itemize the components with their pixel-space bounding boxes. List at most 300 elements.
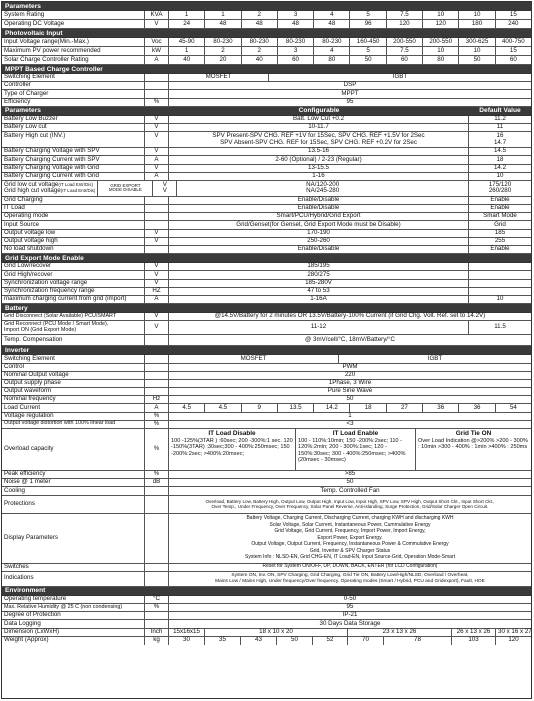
unit	[145, 487, 169, 494]
section-environment: Environment	[2, 587, 531, 596]
value: 2	[242, 11, 278, 19]
label: Output voltage low	[2, 230, 145, 237]
default	[469, 271, 531, 278]
value: 47 to 53	[169, 288, 469, 295]
value: 240	[508, 19, 519, 27]
unit: V	[145, 132, 169, 147]
overload-heading: IT Load Enable	[332, 430, 379, 437]
label: Nominal frequency	[2, 396, 145, 403]
overload-heading: Grid Tie ON	[455, 430, 492, 437]
value: 48	[242, 20, 278, 28]
label: Operating DC Voltage	[2, 20, 145, 28]
unit: HZ	[145, 288, 169, 295]
value: IGBT	[427, 354, 443, 362]
label: Weight (Approx)	[2, 637, 145, 645]
value: 2	[242, 47, 278, 55]
value: 13.5-16	[169, 148, 469, 155]
row-load-current	[2, 404, 531, 412]
value: 43	[241, 637, 277, 645]
value: 50	[459, 56, 495, 64]
mode-line: GRID EXPORT	[110, 182, 141, 188]
value: 52	[313, 637, 348, 645]
value: 0-50	[343, 594, 357, 602]
row-noise	[2, 479, 531, 487]
row-indications	[2, 572, 531, 587]
row-cooling	[2, 487, 531, 495]
default-line: 175/120	[488, 180, 512, 188]
value: 2	[205, 47, 241, 55]
overload-it-enable	[296, 429, 416, 470]
label: Control	[2, 364, 145, 371]
section-parameters-configurable	[2, 107, 531, 116]
unit	[145, 90, 169, 97]
value: MOSFET	[169, 355, 339, 362]
row-grid-reconnect	[2, 321, 531, 335]
value-line: SPV Present-SPV CHG. REF +1V for 15Sec, SPV CHG. REF +1.5V for 2Sec	[212, 131, 425, 139]
value: 120	[423, 20, 459, 28]
label: Grid High/recover	[2, 271, 145, 278]
unit: %	[145, 604, 169, 611]
unit: V	[145, 230, 169, 237]
default-line: 260/280	[488, 187, 512, 195]
value: IP-21	[342, 611, 358, 619]
overload-text: Over Load Indication @>200% >200 - 300% : 10min >300 - 400% : 1min >400% : 250ms	[418, 438, 528, 451]
value: 50	[346, 395, 354, 403]
mode-line: MODE DISABLE	[108, 187, 142, 193]
label-line: Grid Reconnect (PCU Mode / Smart Mode),	[4, 320, 109, 327]
unit: Voc	[145, 38, 169, 46]
value: 80-230	[242, 38, 278, 46]
label: Nominal Output voltage	[2, 372, 145, 379]
row-mppt-controller	[2, 82, 531, 90]
unit	[145, 355, 169, 362]
value-line: SPV Absent-SPV CHG. REF for 15Sec, SPV CHG. REF +0.2V for 2Sec	[220, 138, 417, 146]
row-inv-control	[2, 364, 531, 372]
row-grid-cut	[2, 181, 531, 197]
value-line: Overload, Battery Low, Battery High, Output Low, Output High, Input Low, Input High, SPV Low, SPV High, Output Short Ckt., Input Short Ckt.,	[205, 499, 495, 505]
row-inv-switching	[2, 355, 531, 363]
row-system-rating	[2, 11, 531, 20]
section-grid-export: Grid Export Mode Enable	[2, 254, 531, 263]
unit: V	[145, 263, 169, 270]
value: 10	[423, 11, 459, 19]
value: 1	[169, 11, 205, 19]
value: 30	[169, 637, 205, 645]
default: 10	[496, 295, 504, 303]
row-protections	[2, 496, 531, 514]
section-mppt: MPPT Based Charge Controller	[2, 65, 531, 74]
row-dimension	[2, 629, 531, 637]
label	[2, 321, 145, 334]
value-line: Over Temp., Under Frequency, Over Frequency, Solar Panel Reverse, Anti-islanding, Surge Protection, Grid/Solar Charger Open Circuit.	[211, 504, 489, 510]
value-line: Grid Voltage, Grid Current, Frequency, Import Power, Import Energy,	[274, 528, 426, 535]
value: 36	[423, 404, 459, 411]
value: 4.5	[205, 404, 241, 411]
value: 15	[509, 46, 517, 54]
value: @ 3mV/cell/°C, 18mV/Battery/°C	[305, 335, 395, 343]
section-photovoltaic: Photovoltaic Input	[2, 29, 531, 38]
default: 14.5	[493, 147, 507, 155]
value: 1Phase, 3 Wire	[328, 379, 372, 387]
value: 50	[277, 637, 313, 645]
value: 26 x 13 x 26	[452, 629, 496, 636]
value: Temp. Controlled Fan	[320, 486, 380, 494]
row-temp-compensation	[2, 335, 531, 346]
row-overload-capacity	[2, 429, 531, 471]
value: Enable/Disable	[169, 197, 469, 204]
unit: A	[145, 296, 169, 303]
value: Reset for System ON/OFF, UP, DOWN, BACK, ENTER (for LCD Configuration)	[262, 563, 438, 570]
spec-sheet	[1, 1, 532, 699]
grid-export-mode-disable	[98, 181, 153, 196]
unit	[145, 82, 169, 89]
label: Battery Low Buzzer	[2, 116, 145, 123]
value: Pure Sine Wave	[327, 387, 373, 395]
label: Synchronization voltage range	[2, 280, 145, 287]
default: 185	[494, 228, 506, 236]
value	[169, 514, 531, 563]
value: 95	[346, 97, 354, 105]
label: Output supply phase	[2, 380, 145, 387]
default-line: 16	[496, 131, 504, 139]
value: 48	[205, 20, 241, 28]
unit	[145, 364, 169, 371]
value: 18 x 10 x 20	[205, 629, 348, 636]
value: 170-190	[169, 230, 469, 237]
value: 4	[314, 47, 350, 55]
value: MOSFET	[169, 74, 269, 81]
value: 200-550	[423, 38, 459, 46]
value: 185-280V	[169, 280, 469, 287]
value: 2-60 (Optional) / 2-23 (Regular)	[169, 156, 469, 163]
value: 80-230	[205, 38, 241, 46]
value: 1-16	[169, 173, 469, 180]
value: 96	[350, 20, 386, 28]
unit: V	[145, 124, 169, 131]
value-line: Output Voltage, Output Current, Frequency, Instantaneous Power & Commulative Energy	[251, 541, 449, 548]
row-config	[2, 124, 531, 132]
value: 1-16A	[169, 296, 469, 303]
unit: A	[145, 156, 169, 163]
label: Output voltage high	[2, 238, 145, 245]
unit	[145, 197, 169, 204]
section-parameters: Parameters	[2, 2, 531, 11]
row-operating-temp	[2, 596, 531, 604]
value: 7.5	[387, 11, 423, 19]
value: <3	[346, 420, 354, 427]
value: 5	[350, 47, 386, 55]
label: Dimension (LxWxH)	[2, 629, 145, 636]
value: Smart/PCU/Hybrid/Grid Export	[169, 213, 469, 220]
value: Enable/Disable	[169, 246, 469, 253]
unit: V	[145, 271, 169, 278]
value: 60	[509, 55, 517, 63]
unit: A	[145, 56, 169, 64]
label: Protections	[2, 496, 145, 513]
value: 220	[344, 370, 356, 378]
default: Grid	[494, 220, 506, 228]
row-degree-protection	[2, 612, 531, 620]
value: 4.5	[169, 404, 205, 411]
label: Output voltage distortion with 100% linear load	[2, 421, 145, 428]
value: 1	[205, 11, 241, 19]
overload-text: 100 - 110%:10min; 150 -200%:2sec; 110 - 120%:2min; 200 - 300%:1sec; 120 - 150%:30sec; 300 - 400%:250msec; >400%(20msec - 30msec)	[298, 438, 406, 464]
row-display-parameters	[2, 514, 531, 564]
header-parameters: Parameters	[5, 107, 41, 115]
label: Type of Charger	[2, 90, 145, 97]
label: Max. Relative Humidity @ 25 C (non condensing)	[2, 604, 145, 611]
unit	[145, 213, 169, 220]
section-battery: Battery	[2, 304, 531, 313]
default	[469, 132, 531, 147]
value: 48	[314, 20, 350, 28]
unit	[145, 496, 169, 513]
value: 10	[423, 47, 459, 55]
value: MPPT	[341, 89, 359, 97]
label: Grid Low/recover	[2, 263, 145, 270]
value: 280/275	[169, 271, 469, 278]
value: 160-450	[350, 38, 386, 46]
value: 15	[509, 10, 517, 18]
value-line: System ON, Inv. ON, SPV Charging, Grid Charging, Grid Tie ON, Battery Low/High/NLSD, Overload / Overheat,	[231, 573, 469, 579]
unit	[145, 564, 169, 571]
label: System Rating	[2, 11, 145, 19]
value: 185/195	[169, 263, 469, 270]
unit: V	[145, 116, 169, 123]
unit: %	[145, 429, 169, 470]
value: 18	[350, 404, 386, 411]
row-mppt-switching	[2, 74, 531, 82]
value: 180	[459, 20, 495, 28]
row-inv-phase	[2, 380, 531, 388]
value	[169, 572, 531, 586]
value: 10	[459, 11, 495, 19]
value: 9	[242, 404, 278, 411]
unit	[145, 335, 169, 345]
unit: Hz	[145, 396, 169, 403]
value: 36	[459, 404, 495, 411]
unit-line: V	[162, 187, 167, 195]
value	[169, 132, 469, 147]
label: No load shutdown	[2, 246, 145, 253]
unit: dB	[145, 479, 169, 486]
value: 250-260	[169, 238, 469, 245]
unit	[153, 181, 177, 196]
section-inverter: Inverter	[2, 346, 531, 355]
label: Grid Disconnect (Solar Available) PCU/SMART	[2, 313, 145, 320]
value: 11-12	[169, 321, 469, 334]
default: Enable	[490, 196, 510, 204]
value: IGBT	[392, 73, 408, 81]
value: 5	[350, 11, 386, 19]
unit: A	[145, 404, 169, 411]
value: 50	[346, 478, 354, 486]
value: 30 x 16 x 27	[498, 627, 532, 635]
row-inv-frequency	[2, 396, 531, 404]
unit: %	[145, 421, 169, 428]
label: Indications	[2, 572, 145, 586]
value: 50	[350, 56, 386, 64]
unit: V	[145, 148, 169, 155]
row-config	[2, 116, 531, 124]
value: 3	[278, 47, 314, 55]
unit	[145, 221, 169, 228]
value: Enable/Disable	[169, 205, 469, 212]
unit	[145, 514, 169, 563]
default	[469, 263, 531, 270]
overload-text: 100 -125%(3TAR ) :60sec; 200 -300%:1 sec. 120 -150%(3TAR) :30sec;300 - 400%:250msec; 150 -200%:2sec; >400%:20msec;	[171, 438, 293, 457]
value-line: NA/245-280	[306, 187, 340, 195]
row-config	[2, 246, 531, 254]
label: Battery High cut (INV.)	[2, 132, 145, 147]
value: >85	[344, 470, 356, 478]
value-line: Mains Low / Mains High, Under frequency/Over frequency, Operating modes (Smart / Hybrid, PCU and Gridexport), Fault, HOE	[215, 578, 485, 584]
label: Grid Charging	[2, 197, 145, 204]
value: 24	[169, 20, 205, 28]
value: 40	[242, 56, 278, 64]
grid-high-cut-label: Grid high cut voltage(IT Load Entr/Dis)	[4, 187, 96, 195]
default: 11.2	[494, 114, 506, 122]
label: Switches	[2, 564, 145, 571]
overload-grid-tie	[416, 429, 531, 470]
value-line: System Info : NLSD-EN, Grid CHG-EN, IT Load-EN, Input Source-Grid, Operation Mode-Smart	[245, 554, 455, 561]
unit: V	[145, 321, 169, 334]
row-dc-voltage	[2, 20, 531, 29]
row-config	[2, 173, 531, 181]
unit: KVA	[145, 11, 169, 19]
value: 70	[348, 637, 384, 645]
value: 13.5	[278, 404, 314, 411]
value: 27	[387, 404, 423, 411]
unit: V	[145, 165, 169, 172]
row-config-battery-high	[2, 132, 531, 148]
row-weight	[2, 637, 531, 645]
value: 7.5	[387, 47, 423, 55]
unit: °C	[145, 596, 169, 603]
value: Grid/Genset(for Genset, Grid Export Mode must be Disable)	[169, 221, 469, 228]
unit	[145, 620, 169, 627]
unit-line: V	[162, 180, 167, 188]
value: 200-550	[387, 38, 423, 46]
label: Data Logging	[2, 620, 145, 627]
unit: %	[145, 471, 169, 478]
value: 120	[508, 636, 519, 644]
label: Output waveform	[2, 388, 145, 395]
row-humidity	[2, 604, 531, 612]
value: 15x16x15	[169, 629, 205, 636]
row-mppt-efficiency	[2, 99, 531, 107]
label: Degree of Protection	[2, 612, 145, 619]
label: Display Parameters	[2, 514, 145, 563]
value-line: Battery Voltage, Charging Current, Discharging Current, charging KWH and discharging KWH	[246, 515, 454, 522]
value: PWM	[342, 362, 358, 370]
row-solar-rating	[2, 56, 531, 65]
value-line: Solar Voltage, Solar Current, Instantaneous Power, Cummulative Energy	[269, 521, 431, 528]
default: 11	[496, 123, 504, 131]
label: Cooling	[2, 487, 145, 494]
default: Enable	[490, 245, 510, 253]
value-line: Grid, Inverter & SPV Charger Status	[309, 547, 391, 554]
row-inv-nominal-voltage	[2, 372, 531, 380]
unit	[145, 612, 169, 619]
unit	[145, 246, 169, 253]
row-peak-efficiency	[2, 471, 531, 479]
value: 30 Days Data Storage	[319, 619, 381, 627]
unit: A	[145, 173, 169, 180]
default: Smart Mode	[483, 212, 517, 220]
value-line: NA/120-200	[306, 180, 340, 188]
label: Load Current	[2, 404, 145, 411]
overload-heading: IT Load Disable	[208, 430, 256, 437]
value: 23 x 13 x 26	[348, 629, 452, 636]
value: 300-625	[459, 38, 495, 46]
value	[169, 496, 531, 513]
header-configurable: Configurable	[298, 107, 340, 115]
row-config	[2, 238, 531, 246]
label: Operating mode	[2, 213, 145, 220]
value: 14.2	[314, 404, 350, 411]
value: 13-15.5	[169, 165, 469, 172]
grid-cut-labels	[2, 181, 98, 196]
value: 45-90	[169, 38, 205, 46]
value: 80-230	[278, 38, 314, 46]
label: Synchronization frequency range	[2, 288, 145, 295]
label: Switching Element	[2, 74, 145, 81]
value: 40	[169, 56, 205, 64]
unit: V	[145, 238, 169, 245]
default	[469, 181, 531, 196]
label: Battery Charging Voltage with Grid	[2, 165, 145, 172]
default: 255	[494, 237, 506, 244]
grid-low-cut-label: Grid low cut voltage(IT Load Entr/Dis)	[4, 180, 93, 188]
value: 60	[387, 56, 423, 64]
value: 80	[423, 56, 459, 64]
default: 18	[496, 155, 504, 163]
row-inv-waveform	[2, 388, 531, 396]
label: Voltage regulation	[2, 413, 145, 420]
value: 54	[509, 403, 517, 411]
unit: V	[145, 313, 169, 320]
label: Battery Charging Current with Grid	[2, 173, 145, 180]
value: 103	[452, 637, 496, 645]
label: Battery Charging Current with SPV	[2, 156, 145, 163]
unit	[145, 205, 169, 212]
label: Temp. Compensation	[2, 335, 145, 345]
overload-it-disable	[169, 429, 296, 470]
row-config	[2, 205, 531, 213]
label-line: Import ON (Grid Export Mode)	[4, 326, 77, 333]
label: Peak efficiency	[2, 471, 145, 478]
row-mppt-charger-type	[2, 90, 531, 98]
label: Solar Charge Controller Rating	[2, 56, 145, 64]
label: Overload capacity	[2, 429, 145, 470]
header-default: Default Value	[479, 107, 521, 115]
label: Battery Charging Voltage with SPV	[2, 148, 145, 155]
row-grid-export	[2, 296, 531, 304]
unit	[145, 74, 169, 81]
label: Maximum PV power recommended	[2, 47, 145, 55]
value: 60	[278, 56, 314, 64]
default: 10	[496, 171, 504, 179]
value: 120	[387, 20, 423, 28]
label: Input Source	[2, 221, 145, 228]
value: 1	[169, 47, 205, 55]
row-grid-export	[2, 263, 531, 271]
label: Efficiency	[2, 99, 145, 106]
default: 14.2	[493, 163, 507, 171]
row-config	[2, 221, 531, 229]
value: 80	[314, 56, 350, 64]
